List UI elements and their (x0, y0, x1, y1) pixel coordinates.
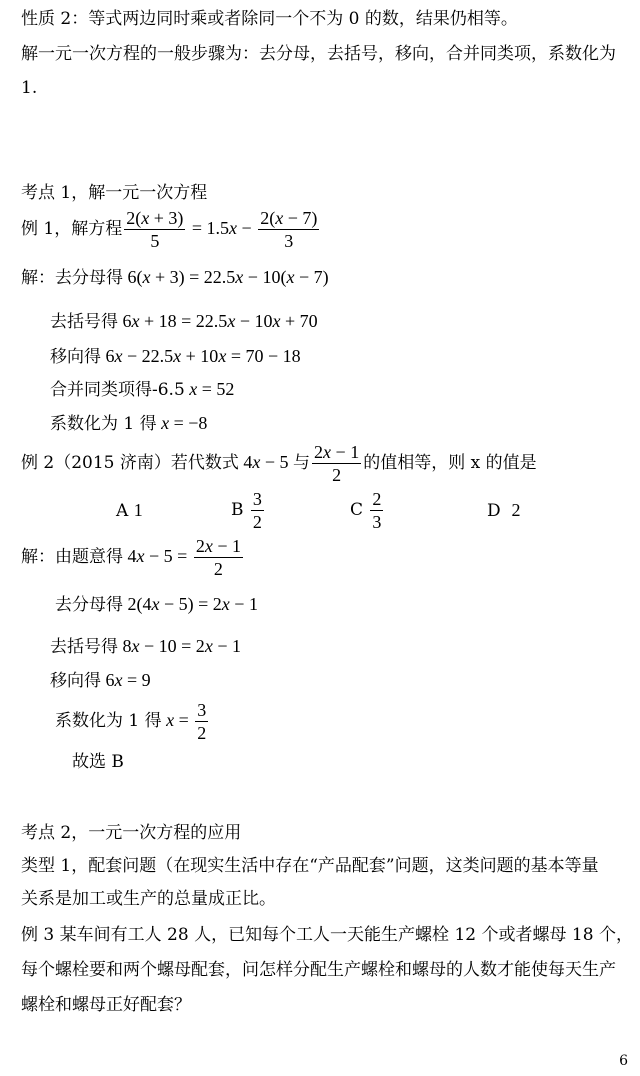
example-2: 例 2（2015 济南）若代数式 4x − 5 与 $\frac{2x - 1}{2}$ 的值相等，则 x 的值是 (21, 442, 537, 486)
example-3-line-2: 每个螺栓要和两个螺母配套，问怎样分配生产螺栓和螺母的人数才能使每天生产 (21, 960, 616, 980)
example-3-line-3: 螺栓和螺母正好配套？ (21, 995, 191, 1015)
option-c: C $\frac{2}{3}$ (350, 489, 382, 532)
type-1-text: 类型 1，配套问题（在现实生活中存在“产品配套”问题，这类问题的基本等量 (21, 856, 599, 876)
type-1-text-cont: 关系是加工或生产的总量成正比。 (21, 889, 276, 909)
option-a: A 1 (116, 500, 143, 521)
example-1 (21, 206, 321, 252)
solution-1-step-1: 解：去分母得 6(x + 3) = 22.5x − 10(x − 7) (21, 267, 329, 288)
page-number: 6 (619, 1053, 628, 1069)
property-2-text: 性质 2：等式两边同时乘或者除同一个不为 0 的数，结果仍相等。 (21, 9, 518, 29)
section-heading-2: 考点 2，一元一次方程的应用 (21, 823, 242, 843)
solution-1-step-4: 合并同类项得-6.5 x = 52 (50, 379, 235, 400)
solution-2-step-1: 解：由题意得 4x − 5 = $\frac{2x - 1}{2}$ (21, 536, 241, 580)
option-d: D 2 (487, 500, 521, 521)
solution-1-step-2: 去括号得 6x + 18 = 22.5x − 10x + 70 (50, 311, 318, 332)
solution-1-step-3: 移向得 6x − 22.5x + 10x = 70 − 18 (50, 346, 301, 367)
example-3-line-1: 例 3 某车间有工人 28 人，已知每个工人一天能生产螺栓 12 个或者螺母 18 个， (21, 925, 633, 945)
solution-2-step-4: 移向得 6x = 9 (50, 670, 151, 691)
solution-2-step-3: 去括号得 8x − 10 = 2x − 1 (50, 636, 241, 657)
solution-2-step-2: 去分母得 2(4x − 5) = 2x − 1 (55, 594, 258, 615)
solution-2-step-5: 系数化为 1 得 x = $\frac{3}{2}$ (55, 700, 207, 744)
steps-text: 解一元一次方程的一般步骤为：去分母，去括号，移向，合并同类项，系数化为 (21, 44, 616, 64)
steps-text-cont: 1. (21, 78, 38, 98)
solution-2-answer: 故选 B (72, 752, 124, 772)
option-b: B $\frac{3}{2}$ (231, 489, 262, 532)
solution-1-step-5: 系数化为 1 得 x = −8 (50, 413, 208, 434)
section-heading-1: 考点 1，解一元一次方程 (21, 183, 208, 203)
example-1-label: 例 1，解方程 (21, 219, 123, 239)
example-1-equation: $\frac{2(x + 3)}{5}$ = 1.5x − $\frac{2(x - 7)}{3}$ (126, 208, 318, 252)
